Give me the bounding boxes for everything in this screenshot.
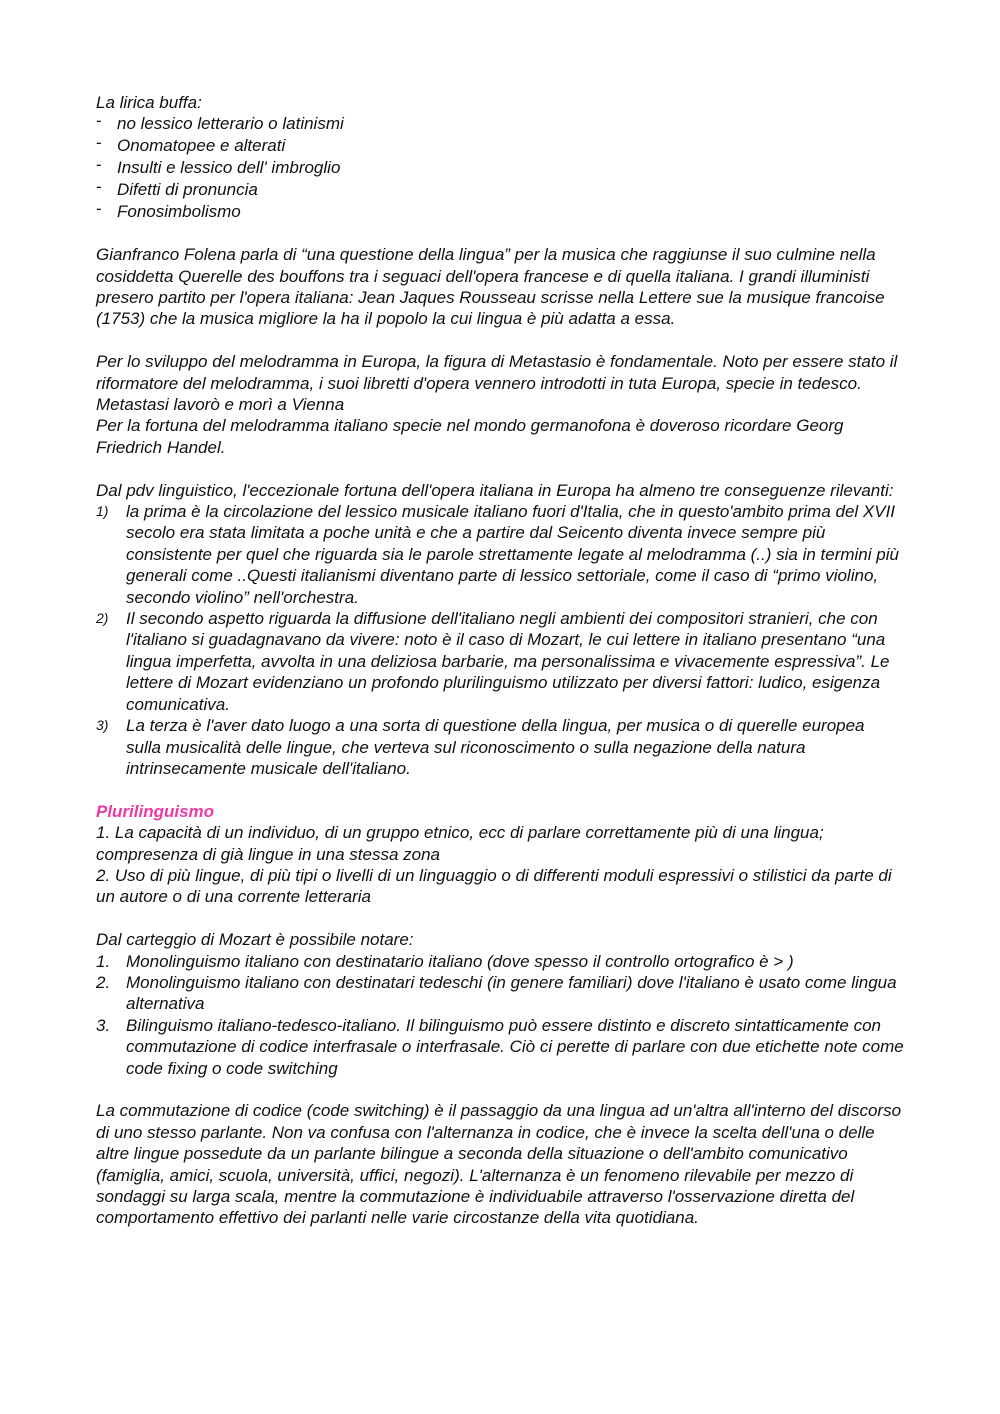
list-item-text: Bilinguismo italiano-tedesco-italiano. Il bilinguismo può essere distinto e discreto sintatticamente con commutazione di codice interfrasale o interfrasale. Ciò ci perette di parlare con due etichette note come code fixing o code switching — [126, 1015, 904, 1078]
list-item-text: no lessico letterario o latinismi — [117, 114, 344, 134]
list-item — [96, 608, 904, 715]
list-item-text: Onomatopee e alterati — [117, 136, 286, 156]
list-item-text: Monolinguismo italiano con destinatario italiano (dove spesso il controllo ortografico è > ) — [126, 951, 794, 971]
plurilinguismo-definition-2: 2. Uso di più lingue, di più tipi o livelli di un linguaggio o di differenti moduli espressivi o stilistici da parte di un autore o di una corrente letteraria — [96, 865, 892, 907]
metastasio-paragraph: Per lo sviluppo del melodramma in Europa, la figura di Metastasio è fondamentale. Noto per essere stato il riformatore del melodramma, i suoi libretti d'opera vennero introdotti in tuta Europa, specie in tedesco. Metastasi lavorò e morì a Vienna — [96, 352, 898, 415]
list-item — [96, 179, 904, 200]
handel-paragraph: Per la fortuna del melodramma italiano specie nel mondo germanofona è doveroso ricordare Georg Friedrich Handel. — [96, 416, 844, 457]
dash-marker: - — [96, 155, 102, 175]
list-item — [96, 715, 904, 779]
list-marker: 1. — [96, 951, 111, 971]
list-marker: 2) — [96, 610, 109, 627]
list-item-text: La terza è l'aver dato luogo a una sorta di questione della lingua, per musica o di querelle europea sulla musicalità delle lingue, che verteva sul riconoscimento o sulla negazione della natura intrinsecamente musicale dell'italiano. — [126, 716, 865, 778]
document-page — [96, 92, 904, 1229]
list-item — [96, 1015, 904, 1079]
dash-marker: - — [96, 177, 102, 197]
consequences-list — [96, 501, 904, 779]
list-marker: 2. — [96, 972, 111, 992]
list-item — [96, 157, 904, 178]
mozart-list — [96, 951, 904, 1079]
consequences-intro: Dal pdv linguistico, l'eccezionale fortuna dell'opera italiana in Europa ha almeno tre conseguenze rilevanti: — [96, 480, 894, 500]
list-item-text: la prima è la circolazione del lessico musicale italiano fuori d'Italia, che in questo'ambito prima del XVII secolo era stata limitata a poche unità e che a partire dal Seicento diventa invece sempre più consistente per quel che riguarda sia le parole strettamente legate al melodramma (..) sia in termini più generali come ..Questi italianismi diventano parte di lessico settoriale, come il caso di “primo violino, secondo violino” nell'orchestra. — [126, 502, 899, 607]
list-item-text: Fonosimbolismo — [117, 202, 241, 222]
mozart-intro: Dal carteggio di Mozart è possibile notare: — [96, 930, 414, 950]
plurilinguismo-definition-1: 1. La capacità di un individuo, di un gruppo etnico, ecc di parlare correttamente più di una lingua; compresenza di già lingue in una stessa zona — [96, 823, 824, 864]
list-marker: 3. — [96, 1015, 111, 1035]
list-item-text: Insulti e lessico dell' imbroglio — [117, 158, 341, 178]
dash-marker: - — [96, 111, 102, 131]
dash-marker: - — [96, 133, 102, 153]
list-item — [96, 972, 904, 1015]
list-marker: 3) — [96, 717, 109, 734]
folena-paragraph: Gianfranco Folena parla di “una questione della lingua” per la musica che raggiunse il suo culmine nella cosiddetta Querelle des bouffons tra i seguaci dell'opera francese e di quella italiana. I grandi illuministi presero partito per l'opera italiana: Jean Jaques Rousseau scrisse nella Lettere sue la musique francoise (1753) che la musica migliore la ha il popolo la cui lingua è più adatta a essa. — [96, 245, 885, 329]
list-item — [96, 201, 904, 222]
list-item — [96, 113, 904, 134]
list-item-text: Monolinguismo italiano con destinatari tedeschi (in genere familiari) dove l'italiano è usato come lingua alternativa — [126, 972, 897, 1014]
list-item-text: Difetti di pronuncia — [117, 180, 258, 200]
list-item — [96, 951, 904, 972]
lirica-buffa-list — [96, 113, 904, 222]
list-marker: 1) — [96, 503, 109, 520]
code-switching-paragraph: La commutazione di codice (code switching) è il passaggio da una lingua ad un'altra all'interno del discorso di uno stesso parlante. Non va confusa con l'alternanza in codice, che è invece la scelta dell'una o delle altre lingue possedute da un parlante bilingue a seconda della situazione o dell'ambito comunicativo (famiglia, amici, scuola, università, uffici, negozi). L'alternanza è un fenomeno rilevabile per mezzo di sondaggi su larga scala, mentre la commutazione è individuabile attraverso l'osservazione diretta del comportamento effettivo dei parlanti nelle varie circostanze della vita quotidiana. — [96, 1101, 902, 1228]
list-item — [96, 501, 904, 608]
dash-marker: - — [96, 199, 102, 219]
plurilinguismo-heading: Plurilinguismo — [96, 801, 215, 821]
list-item-text: Il secondo aspetto riguarda la diffusione dell'italiano negli ambienti dei compositori stranieri, che con l'italiano si guadagnavano da vivere: noto è il caso di Mozart, le cui lettere in italiano presentano “una lingua imperfetta, avvolta in una deliziosa barbarie, ma personalissima e vivacemente espressiva”. Le lettere di Mozart evidenziano un profondo plurilinguismo utilizzato per diversi fattori: ludico, esigenza comunicativa. — [126, 609, 890, 714]
lirica-buffa-title: La lirica buffa: — [96, 93, 202, 112]
list-item — [96, 135, 904, 156]
